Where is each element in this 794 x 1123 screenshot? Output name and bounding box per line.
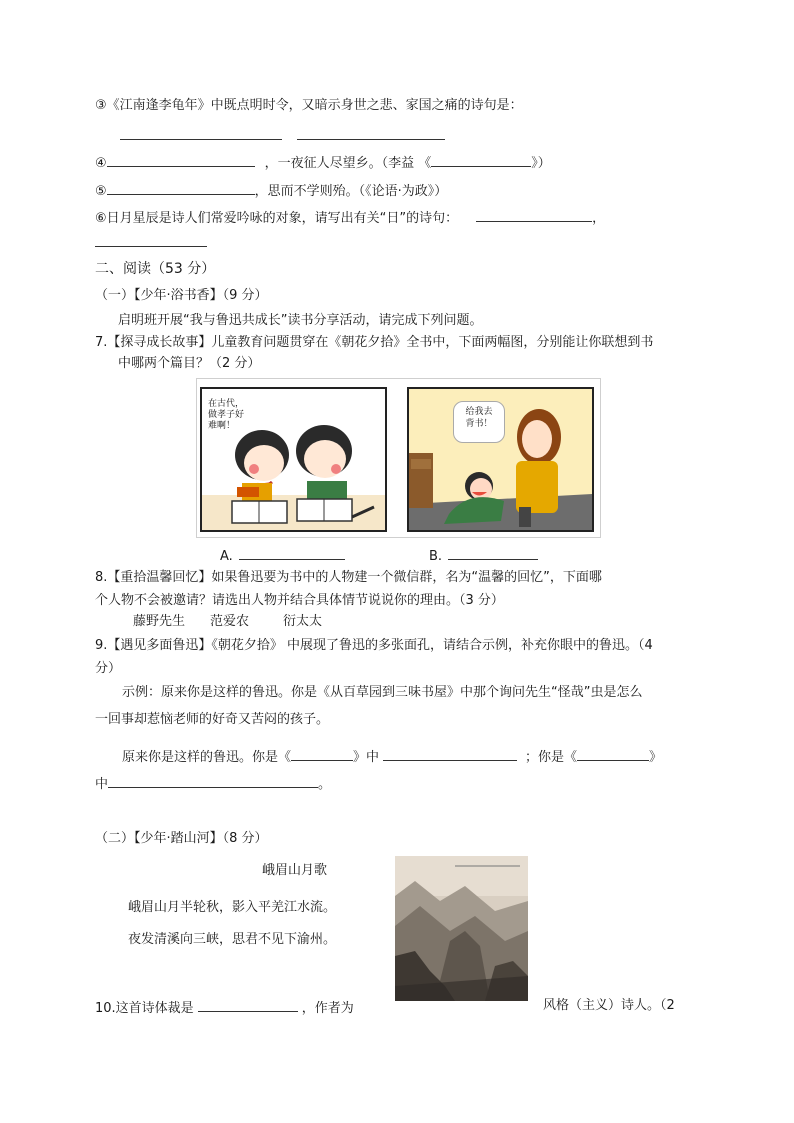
comic-panel-left — [200, 387, 387, 532]
poem-line-2: 夜发清溪向三峡，思君不见下渝州。 — [128, 932, 337, 947]
part2-title: （二）【少年·踏山河】（8 分） — [95, 831, 268, 846]
comic-right-bubble-line-1: 给我去 — [465, 407, 493, 417]
part1-title: （一）【少年·浴书香】（9 分） — [95, 288, 268, 303]
q4-middle: ，一夜征人尽望乡。（李益 《 — [264, 156, 432, 171]
q9-answer-a: 原来你是这样的鲁迅。你是《 — [122, 750, 292, 765]
section2-title: 二、阅读（53 分） — [95, 261, 216, 277]
q10-suffix: 风格（主义）诗人。（2 — [543, 998, 675, 1013]
q7-line-1: 7.【探寻成长故事】儿童教育问题贯穿在《朝花夕拾》全书中，下面两幅图，分别能让你联想到书 — [95, 335, 654, 350]
q5-line — [95, 180, 447, 201]
q8-option-1: 藤野先生 — [133, 614, 186, 629]
q9-answer-c: ；你是《 — [525, 750, 578, 765]
poem-line-1: 峨眉山月半轮秋，影入平羌江水流。 — [128, 900, 337, 915]
comic-left-bubble-line-2: 做孝子好 — [208, 410, 245, 420]
q3-text: ③《江南逢李龟年》中既点明时令，又暗示身世之悲、家国之痛的诗句是： — [95, 98, 523, 113]
q9-line-2: 分） — [95, 661, 122, 676]
q9-example-1: 示例：原来你是这样的鲁迅。你是《从百草园到三味书屋》中那个询问先生“怪哉”虫是怎么 — [122, 685, 643, 700]
comic-left-bubble-line-3: 难啊！ — [208, 421, 236, 431]
part1-intro: 启明班开展“我与鲁迅共成长”读书分享活动，请完成下列问题。 — [118, 313, 483, 328]
comic-image — [196, 378, 601, 538]
q9-line-1: 9.【遇见多面鲁迅】《朝花夕拾》 中展现了鲁迅的多张面孔，请结合示例，补充你眼中的鲁迅。（4 — [95, 638, 653, 653]
q9-example-2: 一回事却惹恼老师的好奇又苦闷的孩子。 — [95, 712, 330, 727]
q10-blank-1[interactable] — [198, 997, 298, 1012]
comic-left-bubble-line-1: 在古代， — [208, 399, 245, 409]
q9-answer-b: 》中 — [353, 750, 380, 765]
q7-answer-b — [429, 545, 538, 566]
q10-middle: ，作者为 — [301, 1001, 354, 1016]
q3-blank-2[interactable] — [297, 125, 445, 146]
q5-suffix: ，思而不学则殆。（《论语·为政》） — [254, 184, 448, 199]
q4-blank-1[interactable] — [107, 152, 255, 167]
q9-blank-1[interactable] — [291, 746, 353, 761]
q9-answer-line-2 — [95, 773, 331, 794]
q6-blank-1[interactable] — [476, 207, 592, 222]
q9-answer-d: 》 — [649, 750, 663, 765]
q7-label-b: B. — [429, 549, 443, 564]
q7-blank-a[interactable] — [239, 545, 345, 560]
q6-text: ⑥日月星辰是诗人们常爱吟咏的对象，请写出有关“日”的诗句： — [95, 211, 459, 226]
comic-left-bubble — [208, 399, 244, 432]
q4-blank-2[interactable] — [431, 152, 531, 167]
q3-blank-1[interactable] — [120, 125, 282, 146]
comic-panel-right — [407, 387, 594, 532]
q7-label-a: A. — [220, 549, 233, 564]
q9-answer-line — [122, 746, 662, 767]
q8-option-2: 范爱农 — [210, 614, 250, 629]
q7-blank-b[interactable] — [448, 545, 538, 560]
q5-blank[interactable] — [107, 180, 255, 195]
q9-answer-end: 。 — [318, 777, 332, 792]
comic-right-bubble — [453, 401, 505, 443]
q5-prefix: ⑤ — [95, 184, 107, 199]
q6-line — [95, 207, 605, 228]
landscape-painting-drawing — [395, 856, 528, 1001]
q9-blank-3[interactable] — [577, 746, 649, 761]
q10-line-start — [95, 997, 354, 1018]
q4-prefix: ④ — [95, 156, 107, 171]
q8-line-2: 个人物不会被邀请？请选出人物并结合具体情节说说你的理由。（3 分） — [95, 593, 504, 608]
q6-comma: ， — [592, 211, 606, 226]
poem-title: 峨眉山月歌 — [262, 863, 328, 878]
q8-line-1: 8.【重拾温馨回忆】如果鲁迅要为书中的人物建一个微信群，名为“温馨的回忆”，下面哪 — [95, 570, 602, 585]
landscape-painting — [395, 856, 528, 1001]
q10-prefix: 10.这首诗体裁是 — [95, 1001, 194, 1016]
q6-blank-2[interactable] — [95, 232, 207, 253]
q4-line — [95, 152, 551, 173]
q8-option-3: 衍太太 — [283, 614, 323, 629]
q7-answer-a — [220, 545, 345, 566]
q9-blank-4[interactable] — [108, 773, 318, 788]
q4-suffix: 》） — [531, 156, 551, 171]
q9-answer-e: 中 — [95, 777, 109, 792]
q7-line-2: 中哪两个篇目？（2 分） — [118, 356, 261, 371]
q9-blank-2[interactable] — [383, 746, 517, 761]
comic-right-bubble-line-2: 背书！ — [465, 419, 493, 429]
